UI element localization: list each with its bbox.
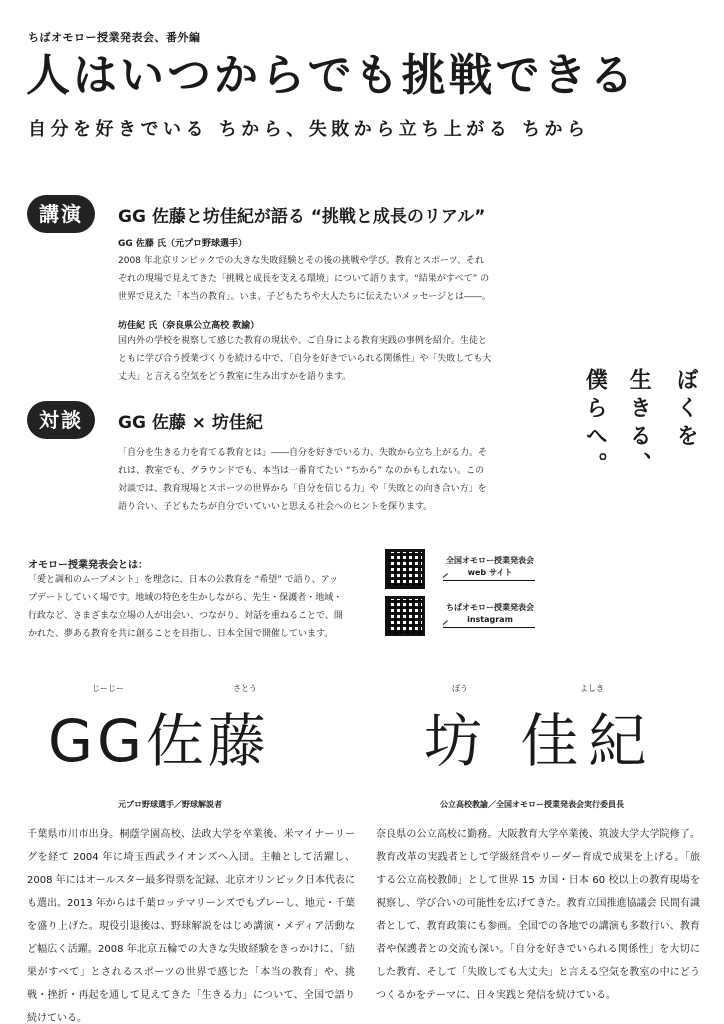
dialogue-badge: 対談 xyxy=(27,401,95,439)
website-link-label: 全国オモロー授業発表会 xyxy=(446,556,534,565)
arrow-left-icon xyxy=(443,580,535,581)
person2-bio: 奈良県の公立高校に勤務。大阪教育大学卒業後、筑波大学大学院修了。教育改革の実践者として学級経営やリーダー育成で成果を上げる。「旅する公立高校教師」として世界 15 カ国・日本 60 校以上の教育現場を視察し、学び合いの可能性を広げてきた。教育立国推進協議会 民間有識者として、教育政策にも参画。全国での各地での講演も多数行い、教育者や保護者との交流も深い。「自分を好きでいられる関係性」を大切にした教育、そして「失敗しても大丈夫」と言える空気を教室の中にどうつくるかをテーマに、日々実践と発信を続けている。 xyxy=(376,829,700,1001)
speaker2-description: 国内外の学校を視察して感じた教育の現状や、ご自身による教育実践の事例を紹介。生徒とともに学び合う授業づくりを続ける中で、「自分を好きでいられる関係性」や「失敗しても大丈夫」と言える空気をどう教室に生み出すかを語ります。 xyxy=(118,336,492,382)
speaker2-name: 坊佳紀 氏（奈良県公立高校 教諭） xyxy=(118,321,260,331)
series-label: ちばオモロー授業発表会、番外編 xyxy=(28,31,201,44)
person2-name: 坊 佳紀 xyxy=(424,707,657,775)
dialogue-description: 「自分を生きる力を育てる教育とは」――自分を好きでいる力、失敗から立ち上がる力。それは、教室でも、グラウンドでも、本当は一番育てたい “ちから” なのかもしれない。この対談では、教育現場とスポーツの世界から「自分を信じる力」や「失敗との向き合い方」を語り合い、子どもたちが自分でいていいと思える社会へのヒントを探ります。 xyxy=(118,448,488,512)
speaker1-description: 2008 年北京リンピックでの大きな失敗経験とその後の挑戦や学び。教育とスポーツ、それぞれの現場で見えてきた「挑戦と成長を支える環境」について語ります。“結果がすべて” の世界で見えた「本当の教育」。いま、子どもたちや大人たちに伝えたいメッセージとは――。 xyxy=(118,256,491,302)
page-subtitle: 自分を好きでいる ちから、失敗から立ち上がる ちから xyxy=(28,119,590,140)
website-qr-code-icon[interactable] xyxy=(385,549,425,589)
instagram-link-label: ちばオモロー授業発表会 xyxy=(446,603,534,612)
vertical-phrase-3: 僕らへ。 xyxy=(582,368,608,480)
name1-ruby-b: さとう xyxy=(233,684,257,693)
instagram-qr-code-icon[interactable] xyxy=(385,596,425,636)
instagram-link-sub: instagram xyxy=(467,615,513,624)
about-title: オモロー授業発表会とは： xyxy=(28,560,148,571)
vertical-phrase-2: 生きる、 xyxy=(626,368,652,480)
name1-ruby-a: じーじー xyxy=(92,684,124,693)
person1-name: GG佐藤 xyxy=(48,707,270,775)
talk-badge: 講演 xyxy=(27,195,95,233)
talk-title: GG 佐藤と坊佳紀が語る “挑戦と成長のリアル” xyxy=(118,207,486,227)
vertical-phrase-1: ぼくを xyxy=(673,368,699,452)
instagram-link[interactable] xyxy=(440,602,540,626)
website-link-sub: web サイト xyxy=(467,568,513,577)
name2-ruby-a: ぼう xyxy=(452,684,468,693)
person2-role: 公立高校教諭／全国オモロー授業発表会実行委員長 xyxy=(440,800,624,809)
person1-role: 元プロ野球選手／野球解説者 xyxy=(118,800,222,809)
arrow-left-icon xyxy=(443,627,535,628)
website-link[interactable] xyxy=(440,555,540,579)
speaker1-name: GG 佐藤 氏（元プロ野球選手） xyxy=(118,239,248,249)
person1-bio: 千葉県市川市出身。桐蔭学園高校、法政大学を卒業後、米マイナーリーグを経て 2004 年に埼玉西武ライオンズへ入団。主軸として活躍し、2008 年にはオールスター最多得票を記録、北京オリンピック日本代表にも選出。2013 年からは千葉ロッテマリーンズでもプレーし、地元・千葉を盛り上げた。現役引退後は、野球解説をはじめ講演・メディア活動など幅広く活躍。2008 年北京五輪での大きな失敗経験をきっかけに、「結果がすべて」とされるスポーツの世界で感じた「本当の教育」や、挑戦・挫折・再起を通して見えてきた「生きる力」について、全国で語り続けている。 xyxy=(27,829,355,1024)
name2-ruby-b: よしき xyxy=(580,684,604,693)
about-description: 「愛と調和のムーブメント」を理念に、日本の公教育を “希望” で語り、アップデートしていく場です。地域の特色を生かしながら、先生・保護者・地域・行政など、さまざまな立場の人が出会い、つながり、対話を重ねることで、開かれた、夢ある教育を共に創ることを目指し、日本全国で開催しています。 xyxy=(28,575,343,639)
page-title: 人はいつからでも挑戦できる xyxy=(26,50,637,101)
dialogue-title: GG 佐藤 × 坊佳紀 xyxy=(118,413,263,433)
